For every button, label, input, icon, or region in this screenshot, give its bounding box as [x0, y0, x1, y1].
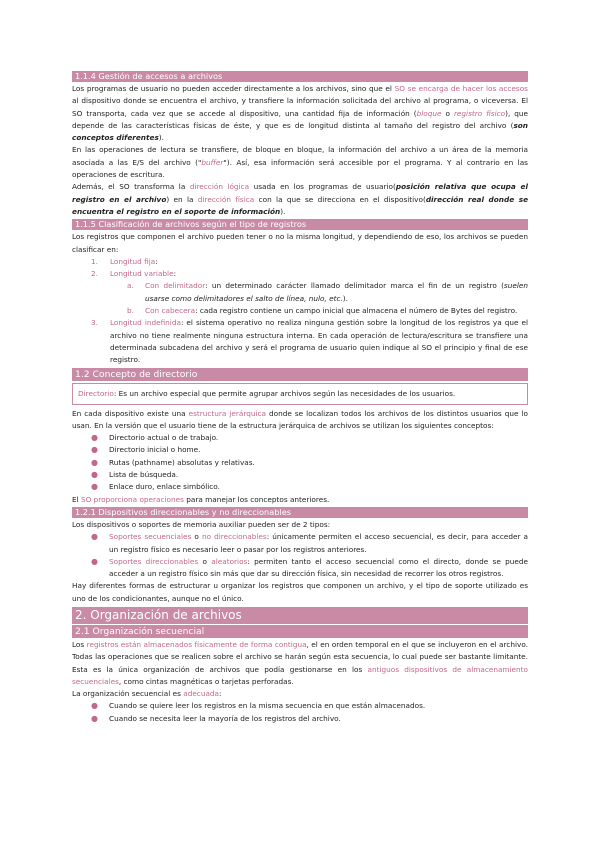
list-item: ● Enlace duro, enlace simbólico.: [91, 482, 220, 492]
list-item: 1. Longitud fija:: [91, 256, 158, 266]
section-heading-1-2-1: 1.2.1 Dispositivos direccionables y no direccionables: [72, 507, 528, 518]
list-item: ● Soportes secuenciales o no direccionables: únicamente permiten el acceso secuencial, es decir, para acceder a un registro físico es necesario leer o pasar por los registros anteriores.: [91, 532, 528, 554]
list-item: ● Cuando se necesita leer la mayoría de los registros del archivo.: [91, 713, 341, 723]
paragraph: En las operaciones de lectura se transfiere, de bloque en bloque, la información del archivo a un área de la memoria asociada a las E/S del archivo ("buffer"). Así, esa información será accesible por el programa. Y al contrario en las operaciones de escritura.: [72, 145, 528, 180]
bullet-list: [72, 700, 528, 725]
list-item: ● Rutas (pathname) absolutas y relativas.: [91, 457, 255, 467]
section-heading-1-2: 1.2 Concepto de directorio: [72, 368, 528, 381]
definition-box: [72, 383, 528, 405]
paragraph: La organización secuencial es adecuada:: [72, 689, 222, 699]
list-item: 2. Longitud variable:: [91, 269, 177, 279]
section-heading-2: 2. Organización de archivos: [72, 607, 528, 624]
sub-list: [72, 280, 528, 317]
paragraph: Los registros están almacenados físicamente de forma contigua, el en orden temporal en el que se incluyeron en el archivo. Todas las operaciones que se realicen sobre el archivo se harán según esta secuencia, lo cual puede ser bastante limitante. Esta es la única organización de archivos que podía gestionarse en los antiguos dispositivos de almacenamiento secuenciales, como cintas magnéticas o tarjetas perforadas.: [72, 639, 528, 686]
paragraph: Además, el SO transforma la dirección lógica usada en los programas de usuario(posición relativa que ocupa el registro en el archivo) en la dirección física con la que se direcciona en el dispositivo(dirección real donde se encuentra el registro en el soporte de información).: [72, 182, 529, 216]
bullet-list: [72, 531, 528, 580]
list-item: ● Cuando se quiere leer los registros en la misma secuencia en que están almacenados.: [91, 701, 426, 711]
list-item: b. Con cabecera: cada registro contiene un campo inicial que almacena el número de Bytes del registro.: [127, 306, 518, 316]
list-item: ● Lista de búsqueda.: [91, 470, 179, 480]
section-heading-1-1-5: 1.1.5 Clasificación de archivos según el tipo de registros: [72, 219, 528, 230]
numbered-list: [72, 256, 528, 281]
document-page: [72, 70, 528, 725]
bullet-list: [72, 432, 528, 493]
section-heading-2-1: 2.1 Organización secuencial: [72, 625, 528, 638]
paragraph: Los programas de usuario no pueden acceder directamente a los archivos, sino que el SO se encarga de hacer los accesos al dispositivo donde se encuentra el archivo, y transfiere la información solicitada del archivo al programa, o viceversa. El SO transporta, cada vez que se accede al dispositivo, una cantidad fija de información (bloque o registro físico), que depende de las características físicas de éste, y que es de longitud distinta al tamaño del registro del archivo (son conceptos diferentes).: [72, 84, 529, 143]
paragraph: El SO proporciona operaciones para manejar los conceptos anteriores.: [72, 494, 330, 504]
list-item: ● Directorio inicial o home.: [91, 445, 201, 455]
paragraph: En cada dispositivo existe una estructura jerárquica donde se localizan todos los archivos de los distintos usuarios que lo usan. En la versión que el usuario tiene de la estructura jerárquica de archivos se utilizan los siguientes conceptos:: [72, 408, 528, 430]
paragraph: Los dispositivos o soportes de memoria auxiliar pueden ser de 2 tipos:: [72, 519, 331, 529]
paragraph: Hay diferentes formas de estructurar u organizar los registros que componen un archivo, y el tipo de soporte utilizado es uno de los condicionantes, aunque no el único.: [72, 581, 528, 603]
section-heading-1-1-4: 1.1.4 Gestión de accesos a archivos: [72, 71, 528, 82]
definition-text: Directorio: Es un archivo especial que permite agrupar archivos según las necesidades de los usuarios.: [78, 388, 456, 398]
list-item: 3. Longitud indefinida: el sistema operativo no realiza ninguna gestión sobre la longitud de los registros ya que el archivo no tiene realmente ninguna estructura interna. En cada operación de lectura/escritura se transfiere una determinada subcadena del archivo y será el programa de usuario quien indique al SO el principio y final de ese registro.: [91, 318, 529, 365]
list-item: ● Directorio actual o de trabajo.: [91, 433, 219, 443]
list-item: ● Soportes direccionables o aleatorios: permiten tanto el acceso secuencial como el directo, donde se puede acceder a un registro físico sin más que dar su dirección física, sin necesidad de recorrer los otros registros.: [91, 556, 529, 579]
paragraph: Los registros que componen el archivo pueden tener o no la misma longitud, y dependiendo de eso, los archivos se pueden clasificar en:: [72, 232, 528, 254]
numbered-list: [72, 317, 528, 366]
list-item: a. Con delimitador: un determinado carácter llamado delimitador marca el fin de un registro (suelen usarse como delimitadores el salto de línea, nulo, etc.).: [127, 281, 528, 303]
